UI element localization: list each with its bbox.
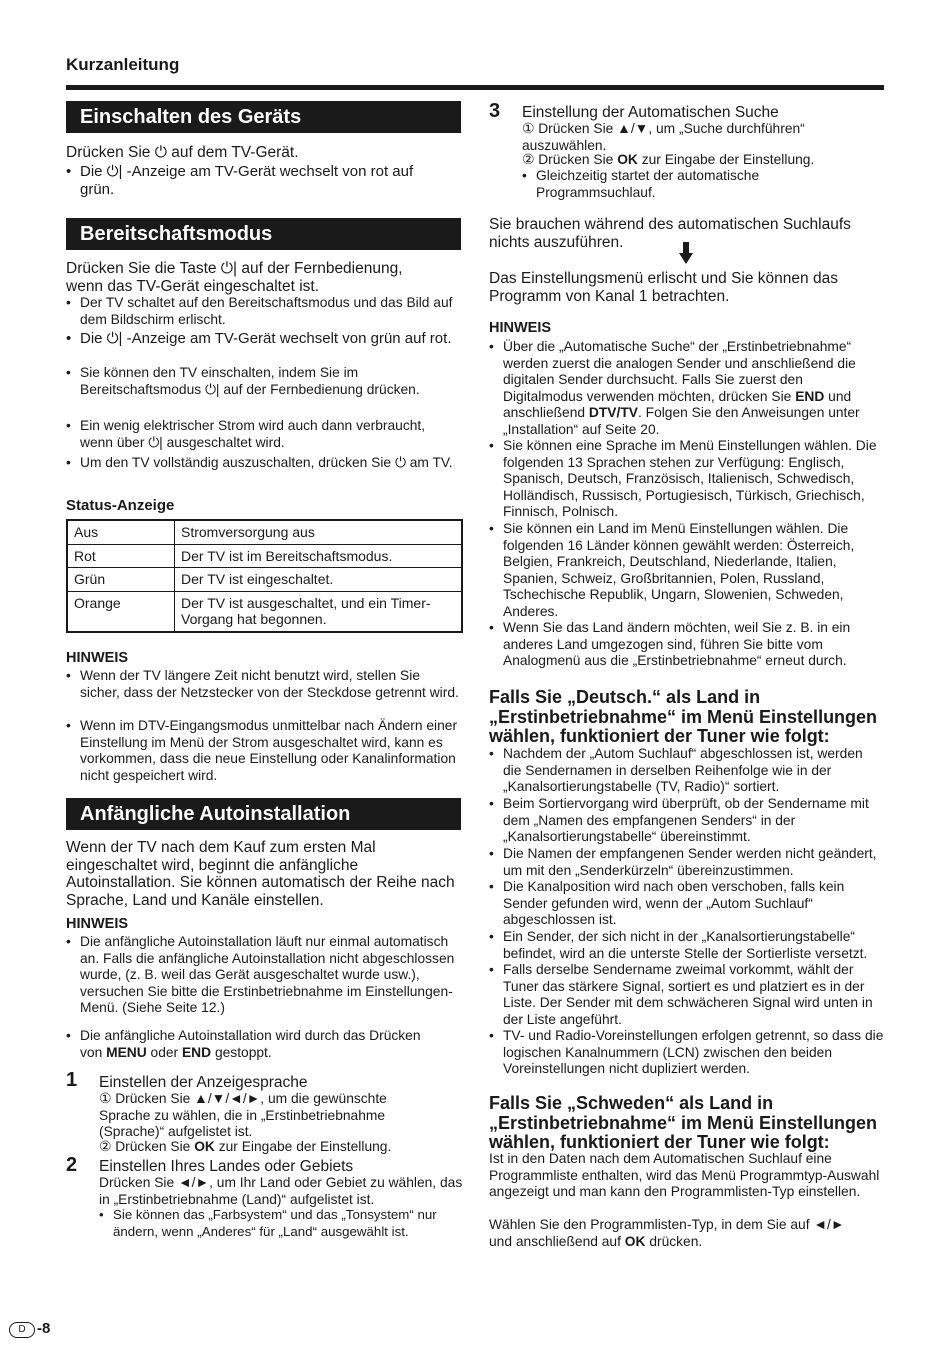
list-item: • Nachdem der „Autom Suchlauf“ abgeschlossen ist, werden die Sendernamen in derselben Reihenfolge wie in der „Kanalsortierungstabelle (TV, Radio)“ sortiert. xyxy=(489,746,884,796)
list-item: • Beim Sortiervorgang wird überprüft, ob der Sendername mit dem „Namen des empfangenen Senders“ in der „Kanalsortierungstabelle“ übereinstimmt. xyxy=(489,796,884,846)
status-cell-desc: Stromversorgung aus xyxy=(175,520,463,544)
status-cell-state: Rot xyxy=(67,544,175,568)
section-heading-einschalten: Einschalten des Geräts xyxy=(66,101,461,133)
section2-bullet: • Um den TV vollständig auszuschalten, drücken Sie ⏻ am TV. xyxy=(66,455,461,472)
hinweis-note: • Wenn Sie das Land ändern möchten, weil Sie z. B. in ein anderes Land umgezogen sind, führen Sie bitte vom Analogmenü aus die „Erstinbetriebnahme“ erneut durch. xyxy=(489,620,884,670)
hinweis-note xyxy=(489,339,884,438)
status-cell-desc: Der TV ist im Bereitschaftsmodus. xyxy=(175,544,463,568)
status-table-title: Status-Anzeige xyxy=(66,497,175,514)
info-text: Sie brauchen während des automatischen Suchlaufs nichts auszuführen. xyxy=(489,216,851,251)
menu-key: MENU xyxy=(106,1044,147,1060)
step-number: 1 xyxy=(66,1069,78,1091)
page-header-title: Kurzanleitung xyxy=(66,55,180,74)
note2-line1: Die anfängliche Autoinstallation wird durch das Drücken xyxy=(80,1028,421,1043)
section1-bullet-line1: Die ⏻| -Anzeige am TV-Gerät wechselt von rot auf xyxy=(80,163,414,180)
note-text: und anschließend xyxy=(503,388,852,420)
step3b-pre: ② Drücken Sie xyxy=(522,152,618,167)
status-table xyxy=(66,519,463,633)
subheading-deutschland: Falls Sie „Deutsch.“ als Land in „Erstinbetriebnahme“ im Menü Einstellungen wählen, funktioniert der Tuner wie folgt: xyxy=(489,687,878,746)
hinweis-heading: HINWEIS xyxy=(66,650,129,666)
se-line2-pre: und anschließend auf xyxy=(489,1233,625,1249)
note2-mid: oder xyxy=(146,1044,182,1060)
step-number: 2 xyxy=(66,1154,78,1176)
section3-intro: Wenn der TV nach dem Kauf zum ersten Mal eingeschaltet wird, beginnt die anfängliche Autoinstallation. Sie können automatisch der Reihe nach Sprache, Land und Kanäle einstellen. xyxy=(66,839,455,909)
hinweis-note: • Die anfängliche Autoinstallation läuft nur einmal automatisch an. Falls die anfängliche Autoinstallation nicht abgeschlossen wurde, (z. B. weil das Gerät ausgeschaltet wurde usw.), versuchen Sie bitte die Erstinbetriebnahme im Einstellungen-Menü. (Siehe Seite 12.) xyxy=(66,934,461,1017)
status-cell-desc: Der TV ist eingeschaltet. xyxy=(175,568,463,592)
section2-bullet: • Ein wenig elektrischer Strom wird auch dann verbraucht, wenn über ⏻| ausgeschaltet wird. xyxy=(66,418,461,451)
step-bullet: • Sie können das „Farbsystem“ und das „Tonsystem“ nur ändern, wenn „Anderes“ für „Land“ ausgewählt ist. xyxy=(99,1207,464,1240)
section1-bullet-line2: grün. xyxy=(80,180,115,198)
section2-bullet: • Die ⏻| -Anzeige am TV-Gerät wechselt von grün auf rot. xyxy=(66,330,461,348)
note2-post: gestoppt. xyxy=(211,1044,272,1060)
note-text: . Folgen Sie den Anweisungen unter „Installation“ auf Seite 20. xyxy=(503,405,860,437)
header-rule xyxy=(66,85,884,90)
step-title: Einstellen der Anzeigesprache xyxy=(99,1074,308,1091)
step-instruction: ① Drücken Sie ▲/▼, um „Suche durchführen“ auszuwählen. xyxy=(522,121,805,153)
step-instruction: ① Drücken Sie ▲/▼/◄/►, um die gewünschte Sprache zu wählen, die in „Erstinbetriebnahme (Sprache)“ aufgelistet ist. xyxy=(99,1091,387,1139)
status-cell-desc: Der TV ist ausgeschaltet, und ein Timer-Vorgang hat begonnen. xyxy=(175,591,463,632)
status-cell-state: Orange xyxy=(67,591,175,632)
section1-bullet xyxy=(66,163,461,198)
step-number: 3 xyxy=(489,100,501,122)
step-instruction: Drücken Sie ◄/►, um Ihr Land oder Gebiet zu wählen, das in „Erstinbetriebnahme (Land)“ aufgelistet ist. xyxy=(99,1175,463,1207)
list-item: • Ein Sender, der sich nicht in der „Kanalsortierungstabelle“ befindet, wird an die unterste Stelle der Sortierliste versetzt. xyxy=(489,929,884,962)
table-row xyxy=(67,520,462,544)
step-instruction xyxy=(99,1139,439,1156)
list-item: • Die Kanalposition wird nach oben verschoben, falls kein Sender gefunden wird, wenn der „Autom Suchlauf“ abgeschlossen ist. xyxy=(489,879,884,929)
info-text: Das Einstellungsmenü erlischt und Sie können das Programm von Kanal 1 betrachten. xyxy=(489,270,838,305)
section2-bullet: • Der TV schaltet auf den Bereitschaftsmodus und das Bild auf dem Bildschirm erlischt. xyxy=(66,295,461,328)
ok-key: OK xyxy=(624,1233,646,1249)
hinweis-note: • Wenn der TV längere Zeit nicht benutzt wird, stellen Sie sicher, dass der Netzstecker von der Steckdose getrennt wird. xyxy=(66,668,461,701)
hinweis-note: • Wenn im DTV-Eingangsmodus unmittelbar nach Ändern einer Einstellung im Menü der Strom ausgeschaltet wird, kann es vorkommen, dass die neue Einstellung oder Kanalinformation nicht gespeichert wird. xyxy=(66,718,461,784)
se-line2-post: drücken. xyxy=(645,1233,703,1249)
list-item: • Die Namen der empfangenen Sender werden nicht geändert, um mit den „Senderkürzeln“ übereinzustimmen. xyxy=(489,846,884,879)
hinweis-note xyxy=(66,1028,461,1061)
hinweis-note: • Sie können ein Land im Menü Einstellungen wählen. Die folgenden 16 Länder können gewählt werden: Österreich, Belgien, Frankreich, Deutschland, Niederlande, Italien, Spanien, Schweiz, Großbritannien, Polen, Russland, Tschechische Republik, Ungarn, Slowenien, Schweden, Anderes. xyxy=(489,521,884,620)
section2-intro-line2: wenn das TV-Gerät eingeschaltet ist. xyxy=(66,277,320,295)
note2-pre: von xyxy=(80,1044,107,1060)
end-key: END xyxy=(181,1044,212,1060)
end-key: END xyxy=(795,388,825,404)
status-cell-state: Grün xyxy=(67,568,175,592)
step-bullet: • Gleichzeitig startet der automatische Programmsuchlauf. xyxy=(522,168,822,201)
step-title: Einstellen Ihres Landes oder Gebiets xyxy=(99,1158,354,1175)
subheading-schweden: Falls Sie „Schweden“ als Land in „Erstinbetriebnahme“ im Menü Einstellungen wählen, funktioniert der Tuner wie folgt: xyxy=(489,1093,878,1152)
hinweis-heading: HINWEIS xyxy=(489,320,552,336)
page-number: -8 xyxy=(37,1320,51,1337)
section2-intro-line1: Drücken Sie die Taste ⏻| auf der Fernbedienung, xyxy=(66,260,403,277)
hinweis-heading: HINWEIS xyxy=(66,916,129,932)
step-instruction xyxy=(522,152,882,169)
region-badge: D xyxy=(9,1322,35,1338)
section2-intro xyxy=(66,260,461,295)
ok-key: OK xyxy=(194,1139,215,1154)
ok-key: OK xyxy=(617,152,638,167)
table-row xyxy=(67,591,462,632)
info-text xyxy=(489,1217,884,1250)
step1b-pre: ② Drücken Sie xyxy=(99,1139,195,1154)
status-cell-state: Aus xyxy=(67,520,175,544)
info-text: Ist in den Daten nach dem Automatischen Suchlauf eine Programmliste enthalten, wird das Menü Programmtyp-Auswahl angezeigt und man kann den Programmlisten-Typ einstellen. xyxy=(489,1151,880,1199)
hinweis-note: • Sie können eine Sprache im Menü Einstellungen wählen. Die folgenden 13 Sprachen stehen zur Verfügung: Englisch, Spanisch, Deutsch, Französisch, Italienisch, Schwedisch, Holländisch, Russisch, Portugiesisch, Türkisch, Griechisch, Finnisch, Polnisch. xyxy=(489,438,884,521)
section-heading-bereitschaft: Bereitschaftsmodus xyxy=(66,218,461,250)
section2-bullet: • Sie können den TV einschalten, indem Sie im Bereitschaftsmodus ⏻| auf der Fernbedienung drücken. xyxy=(66,365,441,398)
table-row xyxy=(67,568,462,592)
step3b-post: zur Eingabe der Einstellung. xyxy=(637,152,815,167)
list-item: • TV- und Radio-Voreinstellungen erfolgen getrennt, so dass die logischen Kanalnummern (LCN) zwischen den beiden Voreinstellungen nicht dupliziert werden. xyxy=(489,1028,884,1078)
list-item: • Falls derselbe Sendername zweimal vorkommt, wählt der Tuner das stärkere Signal, sortiert es und platziert es in der Liste. Der Sender mit dem schwächeren Signal wird unten in der Liste angeführt. xyxy=(489,962,884,1028)
step-title: Einstellung der Automatischen Suche xyxy=(522,104,779,121)
step1b-post: zur Eingabe der Einstellung. xyxy=(214,1139,392,1154)
dtv-tv-key: DTV/TV xyxy=(588,405,638,420)
arrow-down-icon xyxy=(679,242,693,264)
note-text: Über die „Automatische Suche“ der „Erstinbetriebnahme“ werden zuerst die analogen Sender und anschließend die digitalen Sender durchsucht. Falls Sie zuerst den Digitalmodus verwenden möchten, drücken Sie xyxy=(503,339,856,404)
se-line1: Wählen Sie den Programmlisten-Typ, in dem Sie auf ◄/► xyxy=(489,1217,845,1232)
section-heading-autoinstallation: Anfängliche Autoinstallation xyxy=(66,798,461,830)
section1-text: Drücken Sie ⏻ auf dem TV-Gerät. xyxy=(66,144,299,161)
table-row xyxy=(67,544,462,568)
